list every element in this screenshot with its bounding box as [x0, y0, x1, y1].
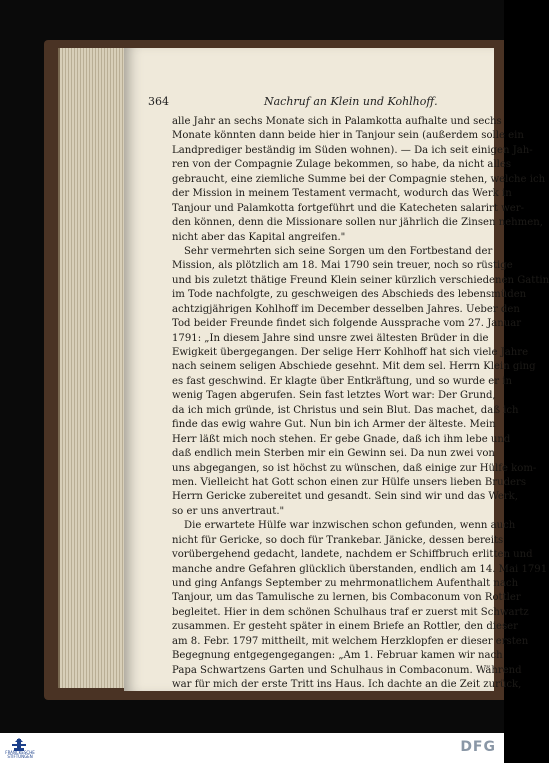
- text-line: zusammen. Er gesteht später in einem Briefe an Rottler, den dieser: [172, 621, 518, 633]
- text-line: Herrn Gericke zubereitet und gesandt. Sein sind wir und das Werk,: [172, 491, 519, 503]
- text-line: so er uns anvertraut.": [172, 505, 285, 517]
- text-line: gebraucht, eine ziemliche Summe bei der Compagnie stehen, welche ich: [172, 173, 546, 185]
- text-line: begleitet. Hier in dem schönen Schulhaus traf er zuerst mit Schwartz: [172, 606, 529, 618]
- text-line: men. Vielleicht hat Gott schon einen zur Hülfe unsers lieben Bruders: [172, 476, 527, 488]
- text-line: 1791: „In diesem Jahre sind unsre zwei ältesten Brüder in die: [172, 332, 489, 344]
- logo-caption: FRANCKESCHE STIFTUNGEN: [5, 750, 35, 759]
- text-line: da ich mich gründe, ist Christus und sein Blut. Das machet, daß ich: [172, 404, 519, 416]
- text-line: vorübergehend gedacht, landete, nachdem er Schiffbruch erlitten und: [172, 549, 533, 561]
- text-line: ren von der Compagnie Zulage bekommen, so habe, da nicht alles: [172, 159, 512, 171]
- dfg-logo: DFG: [460, 739, 496, 755]
- text-line: Herr läßt mich noch stehen. Er gebe Gnade, daß ich ihm lebe und: [172, 433, 511, 445]
- page-header: [148, 95, 488, 111]
- text-line: finde das ewig wahre Gut. Nun bin ich Armer der älteste. Mein: [172, 419, 496, 431]
- text-line: daß endlich mein Sterben mir ein Gewinn sei. Da nun zwei von: [172, 448, 495, 460]
- page-body-text: [172, 115, 549, 693]
- text-line: war für mich der erste Tritt ins Haus. Ich dachte an die Zeit zurück,: [172, 679, 522, 691]
- text-line: Sehr vermehrten sich seine Sorgen um den Fortbestand der: [184, 245, 493, 257]
- text-line: Tod beider Freunde findet sich folgende Aussprache vom 27. Januar: [172, 318, 522, 330]
- text-line: es fast geschwind. Er klagte über Entkräftung, und so wurde er in: [172, 375, 513, 387]
- text-line: Mission, als plötzlich am 18. Mai 1790 sein treuer, noch so rüstige: [172, 260, 513, 272]
- text-line: nicht für Gericke, so doch für Trankebar. Jänicke, dessen bereits: [172, 534, 504, 546]
- text-line: Tanjour, um das Tamulische zu lernen, bis Combaconum von Rottler: [172, 592, 521, 604]
- text-line: am 8. Febr. 1797 mittheilt, mit welchem Herzklopfen er dieser ersten: [172, 635, 529, 647]
- text-line: nicht aber das Kapital angreifen.": [172, 231, 346, 243]
- footer-bar: [0, 733, 504, 763]
- text-line: Begegnung entgegengegangen: „Am 1. Februar kamen wir nach: [172, 650, 503, 662]
- text-line: der Mission in meinem Testament vermacht, wodurch das Werk in: [172, 188, 512, 200]
- text-line: Papa Schwartzens Garten und Schulhaus in Combaconum. Während: [172, 664, 522, 676]
- text-line: manche andre Gefahren glücklich überstanden, endlich am 14. Mai 1791: [172, 563, 548, 575]
- text-line: uns abgegangen, so ist höchst zu wünschen, daß einige zur Hülfe kom-: [172, 462, 537, 474]
- text-line: alle Jahr an sechs Monate sich in Palamkotta aufhalte und sechs: [172, 116, 502, 127]
- page-number: 364: [148, 95, 169, 108]
- text-line: Monate könnten dann beide hier in Tanjour sein (außerdem solle ein: [172, 130, 524, 142]
- page-edges: [58, 48, 126, 688]
- text-line: Tanjour und Palamkotta fortgeführt und die Katecheten salarirt wer-: [172, 202, 524, 214]
- text-line: den können, denn die Missionare sollen nur jährlich die Zinsen nehmen,: [172, 217, 543, 229]
- text-line: und ging Anfangs September zu mehrmonatlichem Aufenthalt nach: [172, 578, 519, 589]
- text-line: Ewigkeit übergegangen. Der selige Herr Kohlhoff hat sich viele Jahre: [172, 347, 529, 358]
- text-line: wenig Tagen abgerufen. Sein fast letztes Wort war: Der Grund,: [172, 390, 496, 402]
- text-line: im Tode nachfolgte, zu geschweigen des Abschieds des lebensmüden: [172, 289, 527, 301]
- text-line: Die erwartete Hülfe war inzwischen schon gefunden, wenn auch: [184, 520, 516, 532]
- text-line: Landprediger beständig im Süden wohnen). — Da ich seit einigen Jah-: [172, 144, 533, 156]
- text-line: und bis zuletzt thätige Freund Klein seiner kürzlich verschiedenen Gattin: [172, 274, 549, 286]
- text-line: achtzigjährigen Kohlhoff im December desselben Jahres. Ueber den: [172, 303, 520, 315]
- running-title: Nachruf an Klein und Kohlhoff.: [264, 95, 438, 108]
- text-line: nach seinem seligen Abschiede gesehnt. Mit dem sel. Herrn Klein ging: [172, 361, 536, 373]
